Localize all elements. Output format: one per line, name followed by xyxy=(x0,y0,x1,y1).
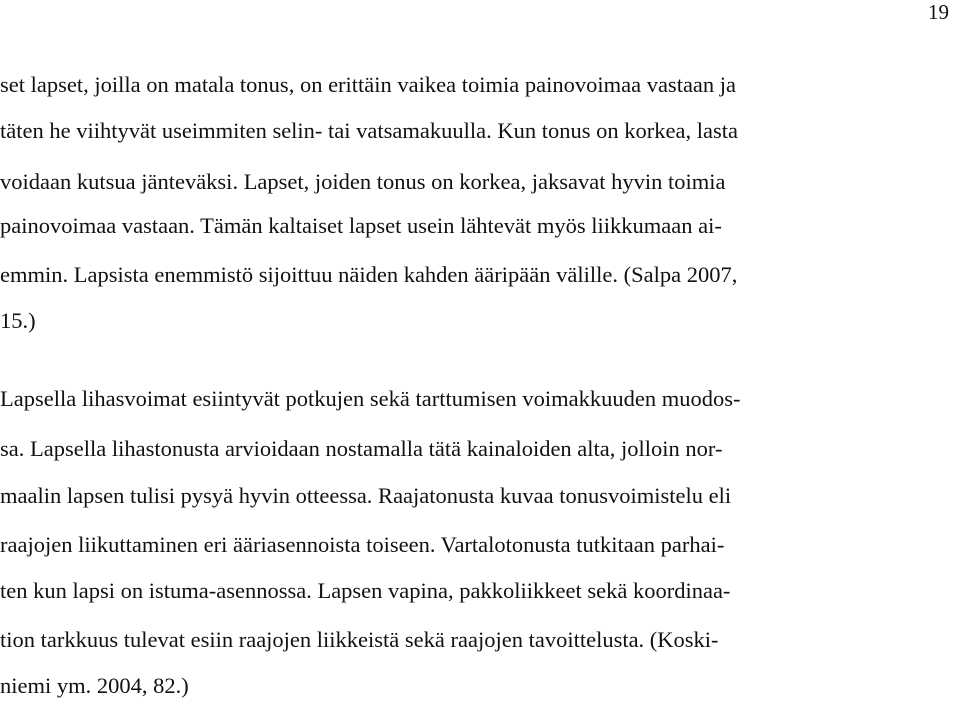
text-line: täten he viihtyvät useimmiten selin- tai vatsamakuulla. Kun tonus on korkea, lasta xyxy=(0,118,738,143)
text-line: niemi ym. 2004, 82.) xyxy=(0,673,189,698)
page-number: 19 xyxy=(928,0,949,24)
text-line: tion tarkkuus tulevat esiin raajojen liikkeistä sekä raajojen tavoittelusta. (Koski- xyxy=(0,627,719,652)
text-line: set lapset, joilla on matala tonus, on erittäin vaikea toimia painovoimaa vastaan ja xyxy=(0,72,737,97)
text-line: Lapsella lihasvoimat esiintyvät potkujen sekä tarttumisen voimakkuuden muodos- xyxy=(0,386,741,411)
text-line: sa. Lapsella lihastonusta arvioidaan nostamalla tätä kainaloiden alta, jolloin nor- xyxy=(0,436,723,461)
text-line: emmin. Lapsista enemmistö sijoittuu näiden kahden ääripään välille. (Salpa 2007, xyxy=(0,262,738,287)
text-line: ten kun lapsi on istuma-asennossa. Lapsen vapina, pakkoliikkeet sekä koordinaa- xyxy=(0,578,731,603)
text-line: painovoimaa vastaan. Tämän kaltaiset lapset usein lähtevät myös liikkumaan ai- xyxy=(0,213,722,238)
text-line: raajojen liikuttaminen eri ääriasennoista toiseen. Vartalotonusta tutkitaan parhai- xyxy=(0,532,725,557)
text-line: 15.) xyxy=(0,308,36,333)
text-line: voidaan kutsua jänteväksi. Lapset, joiden tonus on korkea, jaksavat hyvin toimia xyxy=(0,169,726,194)
text-line: maalin lapsen tulisi pysyä hyvin otteessa. Raajatonusta kuvaa tonusvoimistelu eli xyxy=(0,483,732,508)
